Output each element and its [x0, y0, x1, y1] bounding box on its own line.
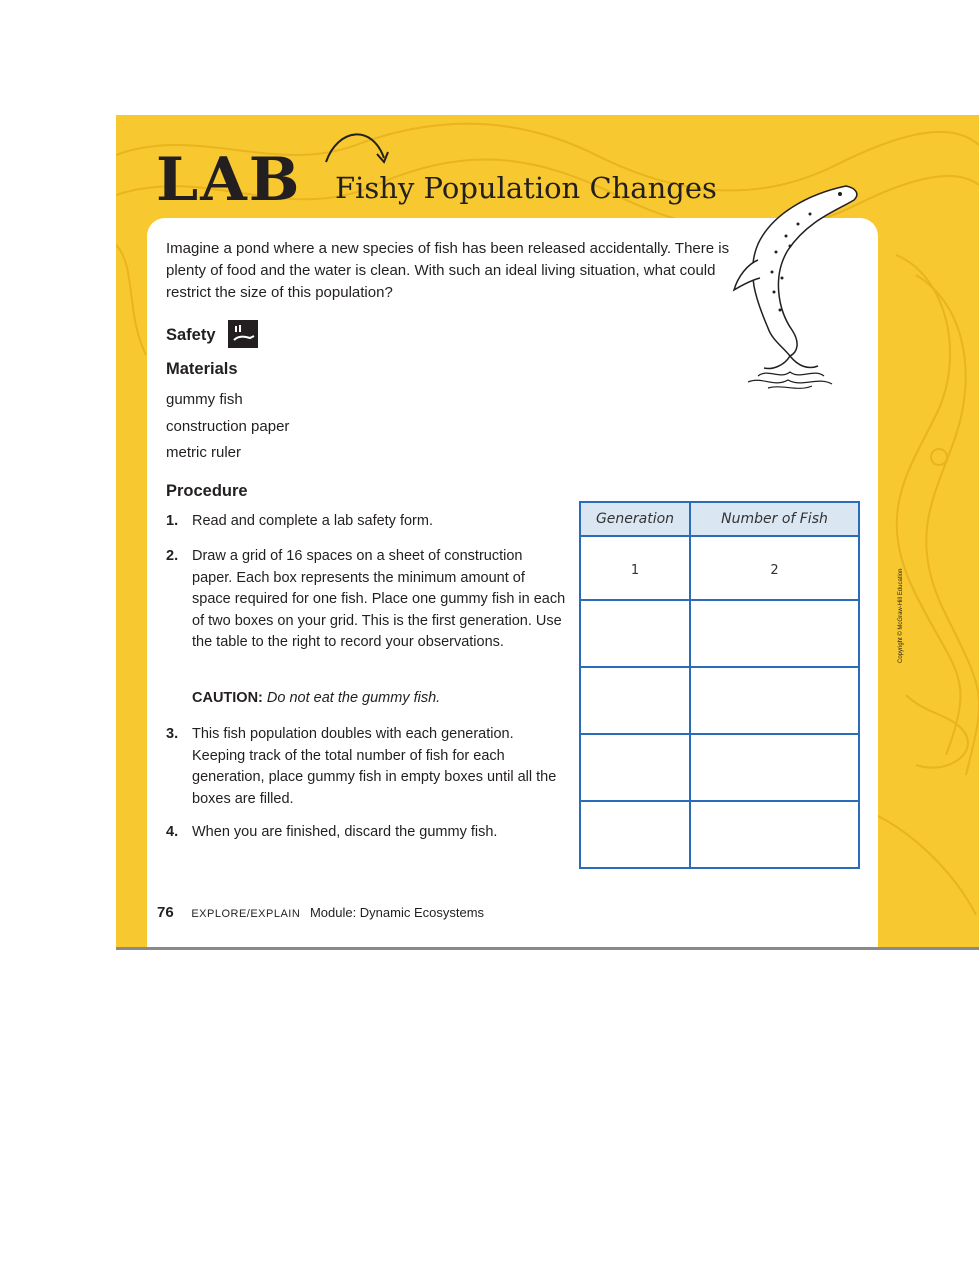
- step-number: 1.: [166, 513, 179, 529]
- step-number: 2.: [166, 548, 179, 564]
- table-cell: [580, 801, 690, 868]
- safety-heading: Safety: [166, 326, 216, 344]
- table-cell: [580, 600, 690, 667]
- table-row: [580, 801, 859, 868]
- table-cell: [690, 801, 859, 868]
- table-cell: [580, 734, 690, 801]
- caution-note: [192, 687, 440, 709]
- step-text: When you are finished, discard the gummy fish.: [192, 824, 498, 840]
- step-number: 4.: [166, 824, 179, 840]
- material-item: gummy fish: [166, 391, 243, 408]
- intro-paragraph: Imagine a pond where a new species of fish has been released accidentally. There is plenty of food and the water is clean. With such an ideal living situation, what could restrict the size of this population?: [166, 240, 730, 301]
- materials-heading: Materials: [166, 360, 238, 378]
- table-cell: 1: [580, 536, 690, 600]
- table-cell: [580, 667, 690, 734]
- table-cell: 2: [690, 536, 859, 600]
- table-row: [580, 536, 859, 600]
- table-cell: [690, 734, 859, 801]
- material-item: metric ruler: [166, 444, 242, 461]
- page-title: Fishy Population Changes: [335, 171, 717, 205]
- observation-table: [579, 501, 860, 869]
- table-row: [580, 667, 859, 734]
- material-item: construction paper: [166, 418, 290, 435]
- table-row: [580, 734, 859, 801]
- section-label: EXPLORE/EXPLAIN: [191, 908, 301, 920]
- column-header: Number of Fish: [690, 502, 859, 536]
- table-row: [580, 600, 859, 667]
- step-number: 3.: [166, 726, 179, 742]
- trout-illustration-icon: [728, 180, 860, 392]
- page-number: 76: [157, 904, 174, 921]
- step-text: Draw a grid of 16 spaces on a sheet of construction paper. Each box represents the minimum amount of space required for one fish. Place one gummy fish in each of two boxes on your grid. This is the first generation. Use the table to the right to record your observations.: [192, 548, 566, 650]
- table-header-row: [580, 502, 859, 536]
- page-footer: [157, 902, 484, 925]
- module-label: Module: Dynamic Ecosystems: [309, 905, 485, 920]
- table-cell: [690, 667, 859, 734]
- caution-text: Do not eat the gummy fish.: [266, 690, 441, 706]
- step-text: Read and complete a lab safety form.: [192, 513, 433, 529]
- page-edge: [116, 947, 979, 950]
- table-cell: [690, 600, 859, 667]
- caution-label: CAUTION:: [192, 690, 263, 706]
- column-header: Generation: [580, 502, 690, 536]
- lab-word: LAB: [156, 145, 302, 215]
- copyright-notice: Copyright © McGraw-Hill Education: [898, 568, 904, 663]
- step-text: This fish population doubles with each generation. Keeping track of the total number of fish for each generation, place gummy fish in empty boxes until all the boxes are filled.: [192, 726, 557, 807]
- hand-wash-icon: [228, 320, 258, 348]
- procedure-heading: Procedure: [166, 482, 248, 500]
- curved-arrow-icon: [320, 122, 400, 172]
